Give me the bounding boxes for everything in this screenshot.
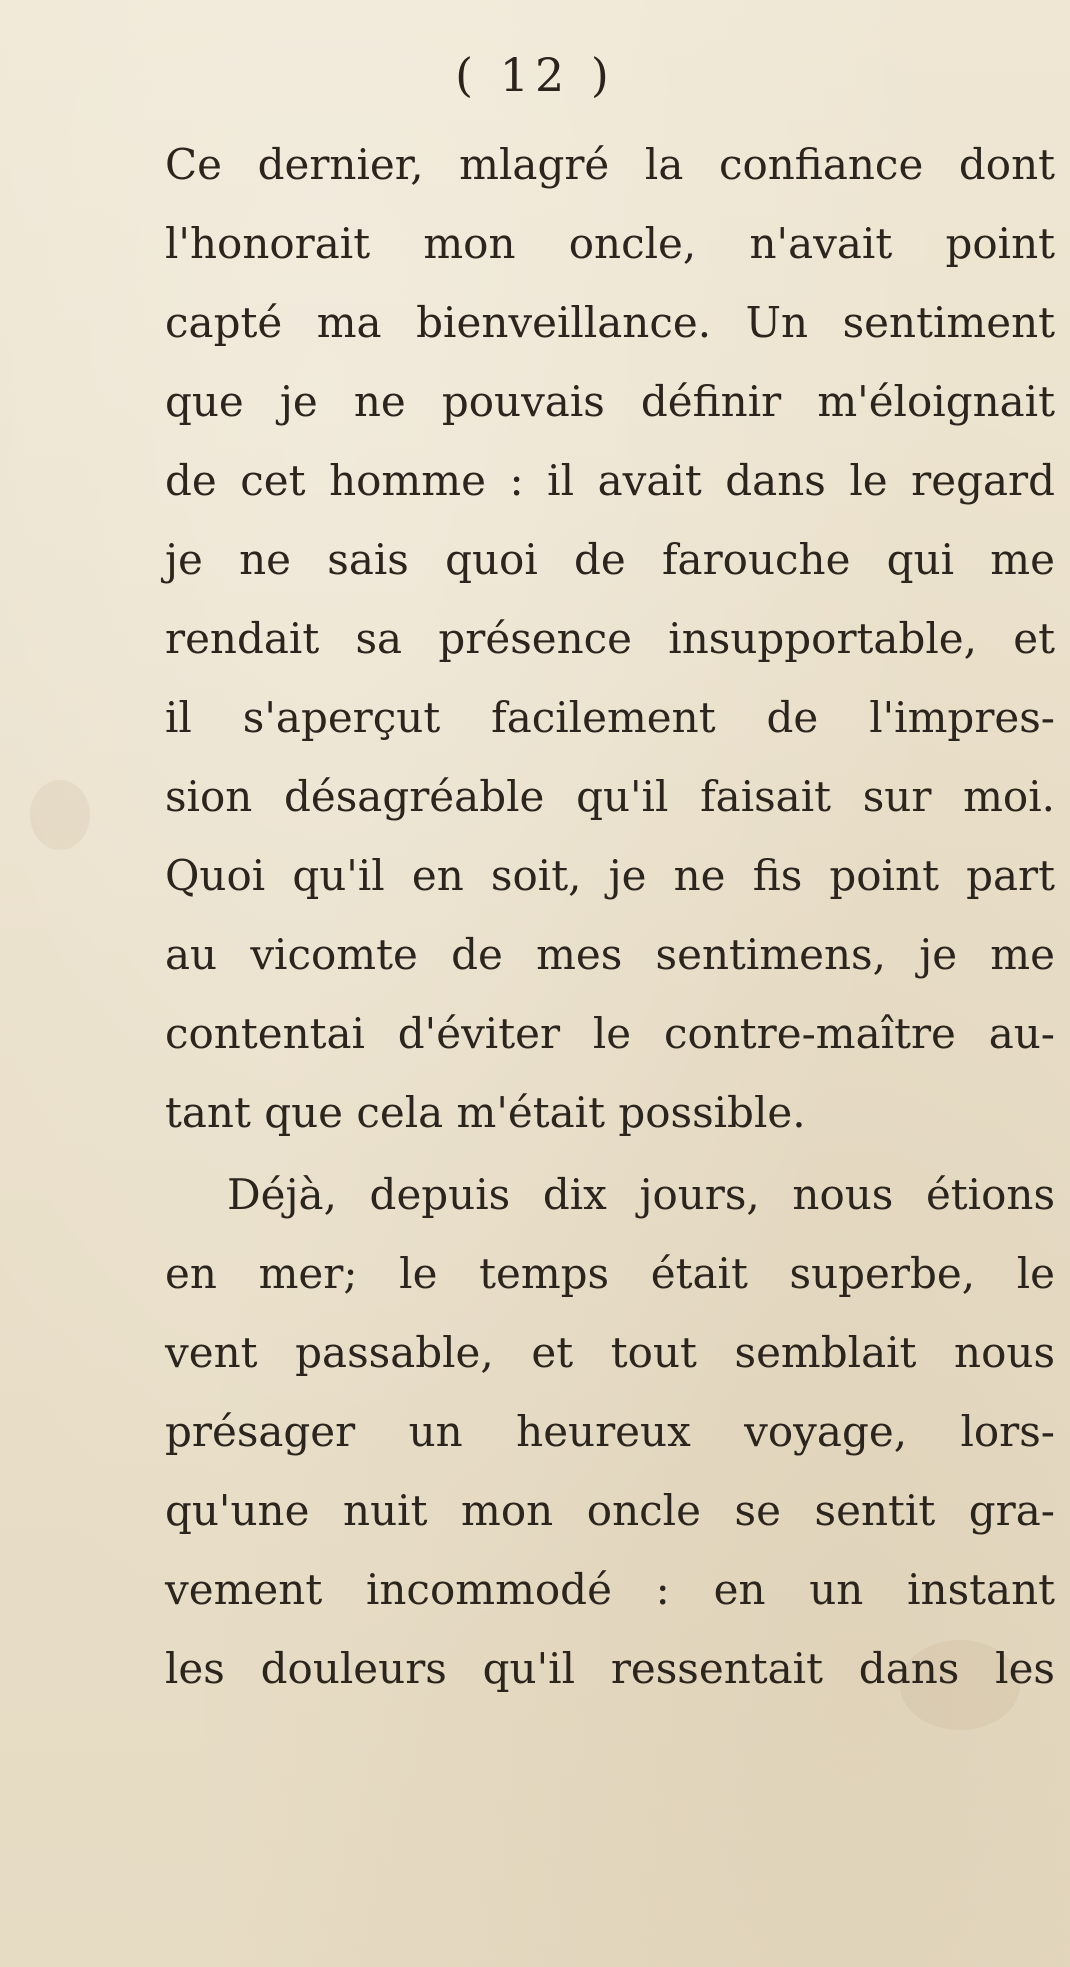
text-line: les douleurs qu'il ressentait dans les bbox=[165, 1644, 1055, 1693]
text-line: Déjà, depuis dix jours, nous étions bbox=[227, 1170, 1055, 1219]
text-line: sion désagréable qu'il faisait sur moi. bbox=[165, 772, 1055, 821]
text-line: en mer; le temps était superbe, le bbox=[165, 1249, 1055, 1298]
text-line: Quoi qu'il en soit, je ne fis point part bbox=[165, 851, 1055, 900]
text-line: contentai d'éviter le contre-maître au- bbox=[165, 1009, 1055, 1058]
paper-stain bbox=[30, 780, 90, 850]
text-line: l'honorait mon oncle, n'avait point bbox=[165, 219, 1055, 268]
text-line: rendait sa présence insupportable, et bbox=[165, 614, 1055, 663]
paragraph-2 bbox=[165, 1155, 1055, 1708]
text-line: au vicomte de mes sentimens, je me bbox=[165, 930, 1055, 979]
text-line: Ce dernier, mlagré la confiance dont bbox=[165, 140, 1055, 189]
paragraph-1 bbox=[165, 125, 1055, 1152]
text-line: que je ne pouvais définir m'éloignait bbox=[165, 377, 1055, 426]
body-text bbox=[165, 125, 1055, 1708]
text-line: capté ma bienveillance. Un sentiment bbox=[165, 298, 1055, 347]
text-line: vement incommodé : en un instant bbox=[165, 1565, 1055, 1614]
text-line: je ne sais quoi de farouche qui me bbox=[165, 535, 1055, 584]
text-line: il s'aperçut facilement de l'impres- bbox=[165, 693, 1055, 742]
text-line: qu'une nuit mon oncle se sentit gra- bbox=[165, 1486, 1055, 1535]
text-line: de cet homme : il avait dans le regard bbox=[165, 456, 1055, 505]
text-line: vent passable, et tout semblait nous bbox=[165, 1328, 1055, 1377]
text-line: présager un heureux voyage, lors- bbox=[165, 1407, 1055, 1456]
text-line: tant que cela m'était possible. bbox=[165, 1088, 806, 1137]
page-number: ( 12 ) bbox=[455, 48, 615, 102]
